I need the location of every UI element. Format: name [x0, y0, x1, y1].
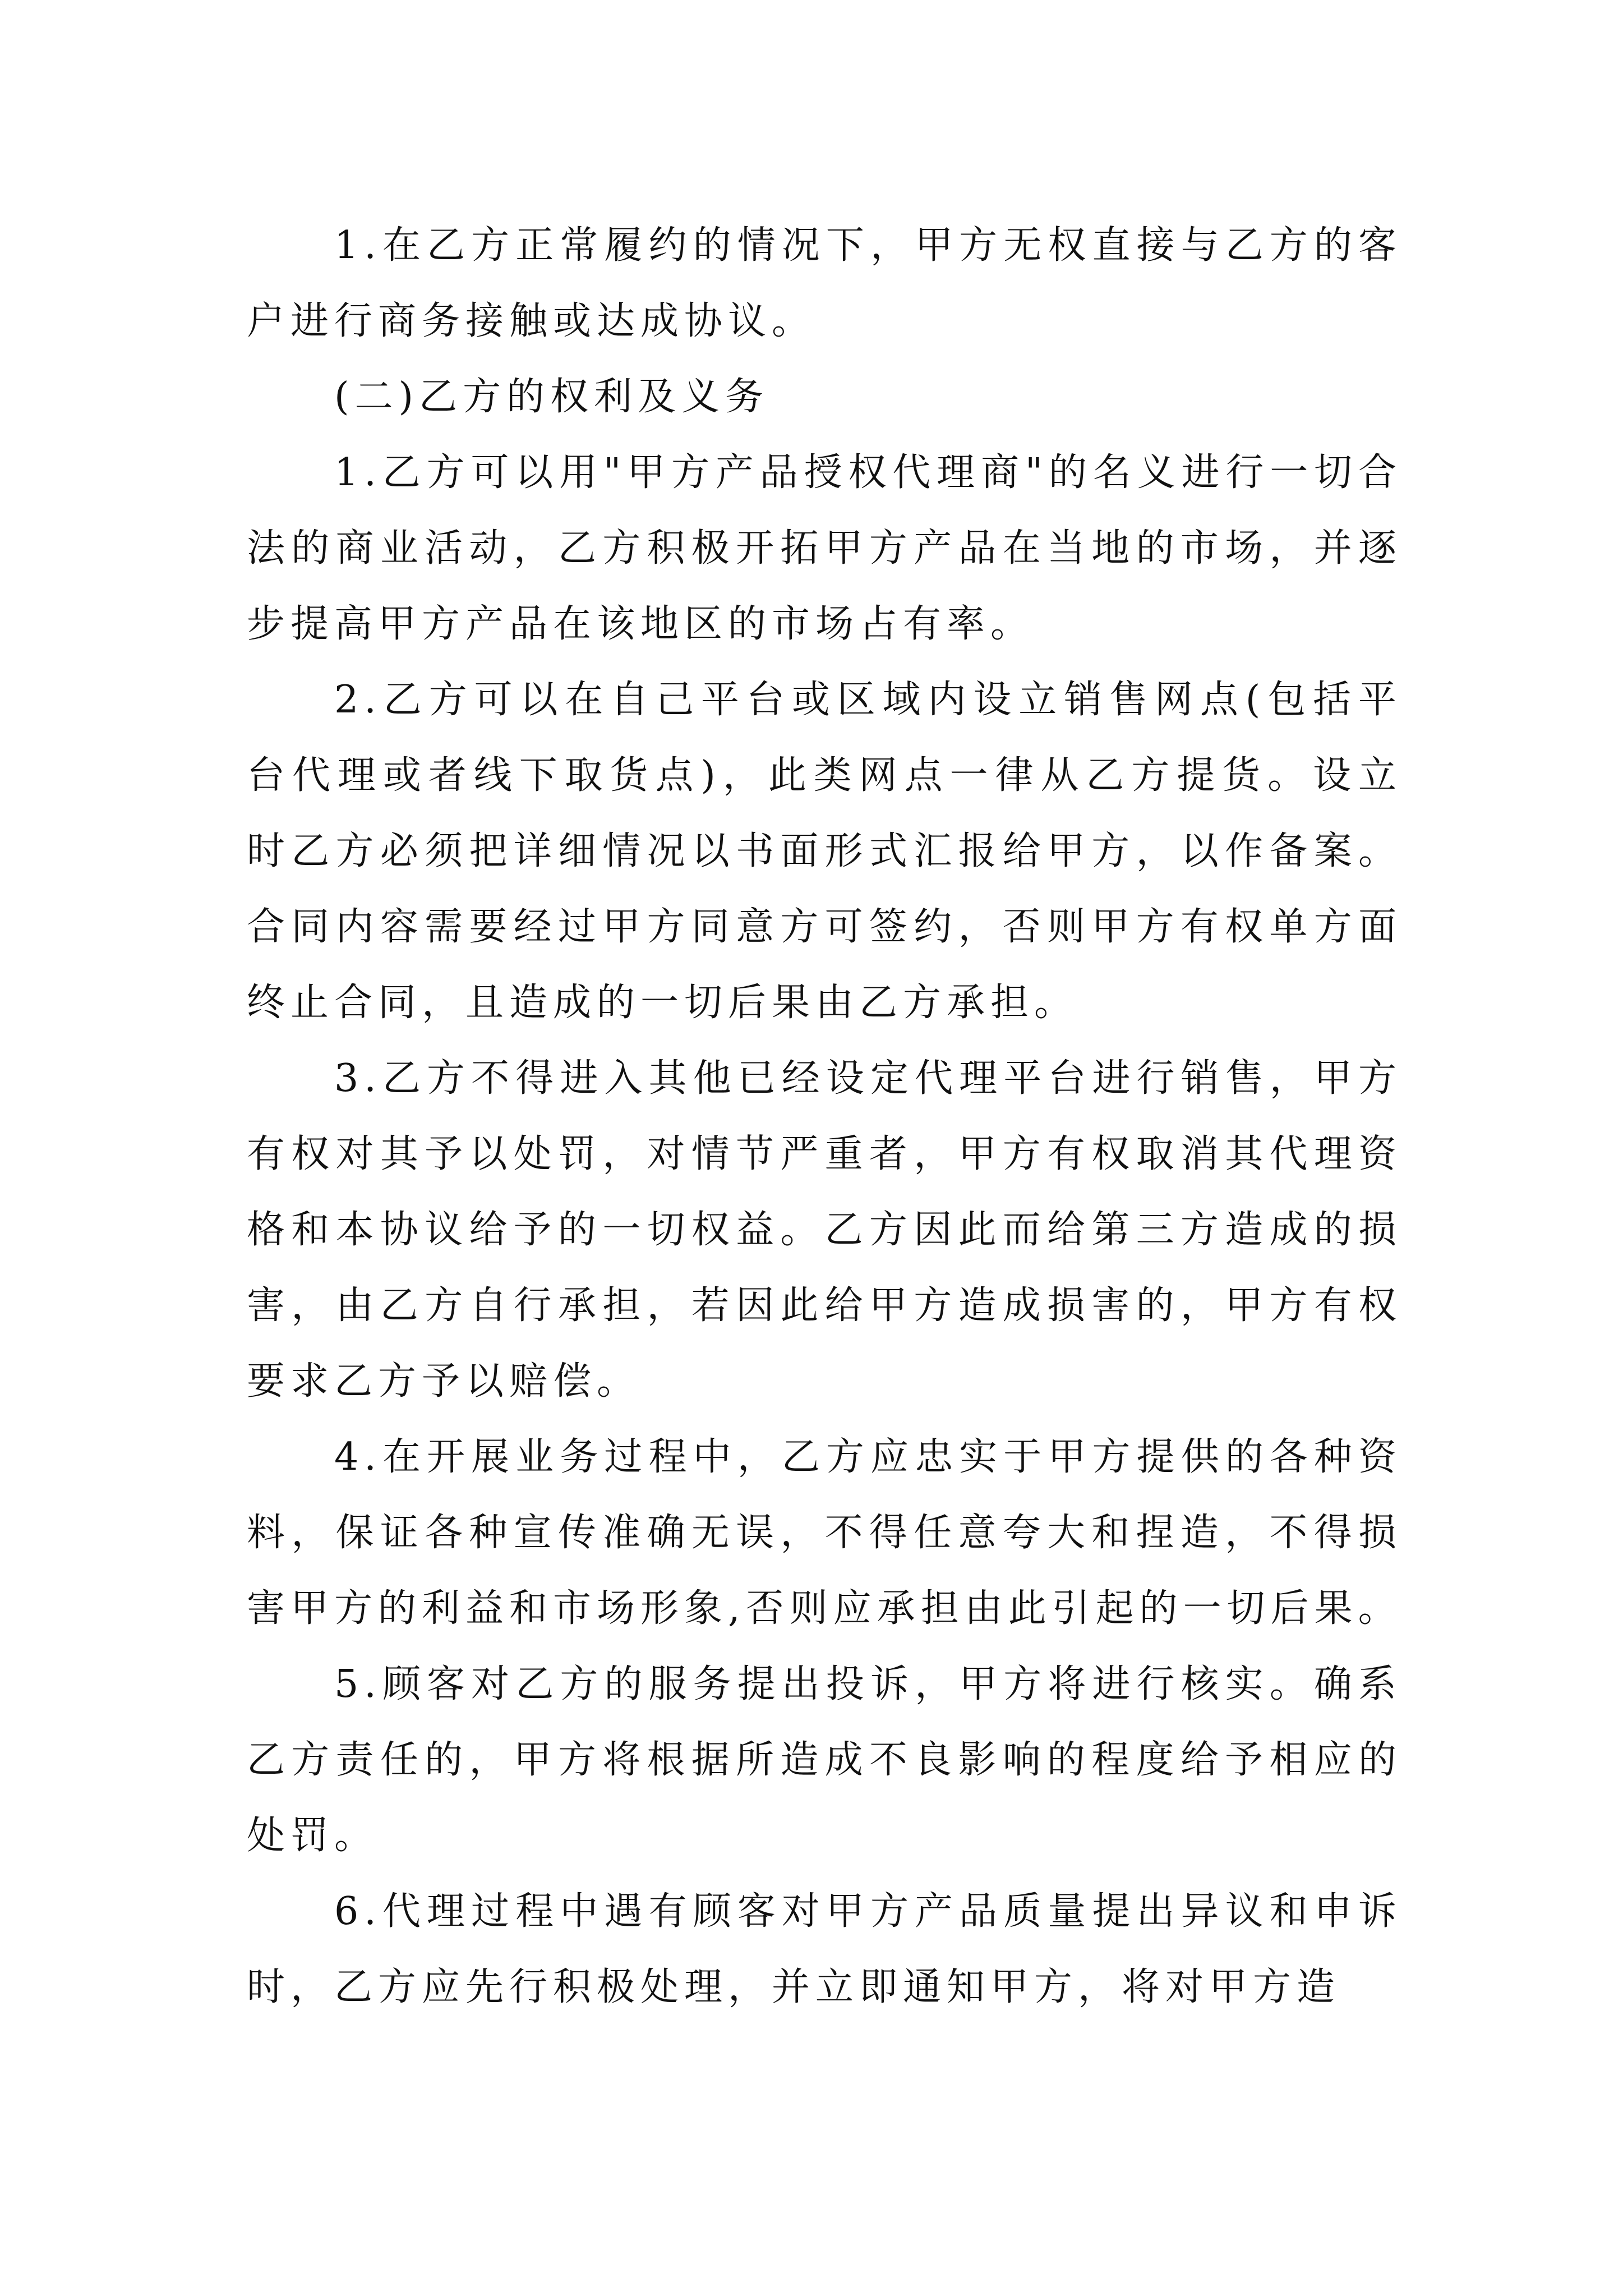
paragraph-customer-complaints: 5.顾客对乙方的服务提出投诉，甲方将进行核实。确系乙方责任的，甲方将根据所造成不良影响的程度给予相应的处罚。	[247, 1662, 1402, 1858]
paragraph-no-other-platforms: 3.乙方不得进入其他已经设定代理平台进行销售，甲方有权对其予以处罚，对情节严重者，甲方有权取消其代理资格和本协议给予的一切权益。乙方因此而给第三方造成的损害，由乙方自行承担，若因此给甲方造成损害的，甲方有权要求乙方予以赔偿。	[247, 1056, 1402, 1404]
paragraph-quality-disputes: 6.代理过程中遇有顾客对甲方产品质量提出异议和申诉时，乙方应先行积极处理，并立即通知甲方，将对甲方造	[247, 1889, 1402, 2009]
paragraph-no-direct-contact: 1.在乙方正常履约的情况下，甲方无权直接与乙方的客户进行商务接触或达成协议。	[247, 223, 1402, 343]
paragraph-sales-outlets: 2.乙方可以在自己平台或区域内设立销售网点(包括平台代理或者线下取货点)，此类网点一律从乙方提货。设立时乙方必须把详细情况以书面形式汇报给甲方，以作备案。合同内容需要经过甲方同意方可签约，否则甲方有权单方面终止合同，且造成的一切后果由乙方承担。	[247, 678, 1402, 1025]
document-body	[247, 208, 1402, 2025]
paragraph-authorized-agent: 1.乙方可以用"甲方产品授权代理商"的名义进行一切合法的商业活动，乙方积极开拓甲方产品在当地的市场，并逐步提高甲方产品在该地区的市场占有率。	[247, 450, 1402, 646]
section-heading-party-b-rights: (二)乙方的权利及义务	[334, 375, 769, 419]
paragraph-faithful-promotion: 4.在开展业务过程中，乙方应忠实于甲方提供的各种资料，保证各种宣传准确无误，不得任意夸大和捏造，不得损害甲方的利益和市场形象,否则应承担由此引起的一切后果。	[247, 1435, 1402, 1631]
